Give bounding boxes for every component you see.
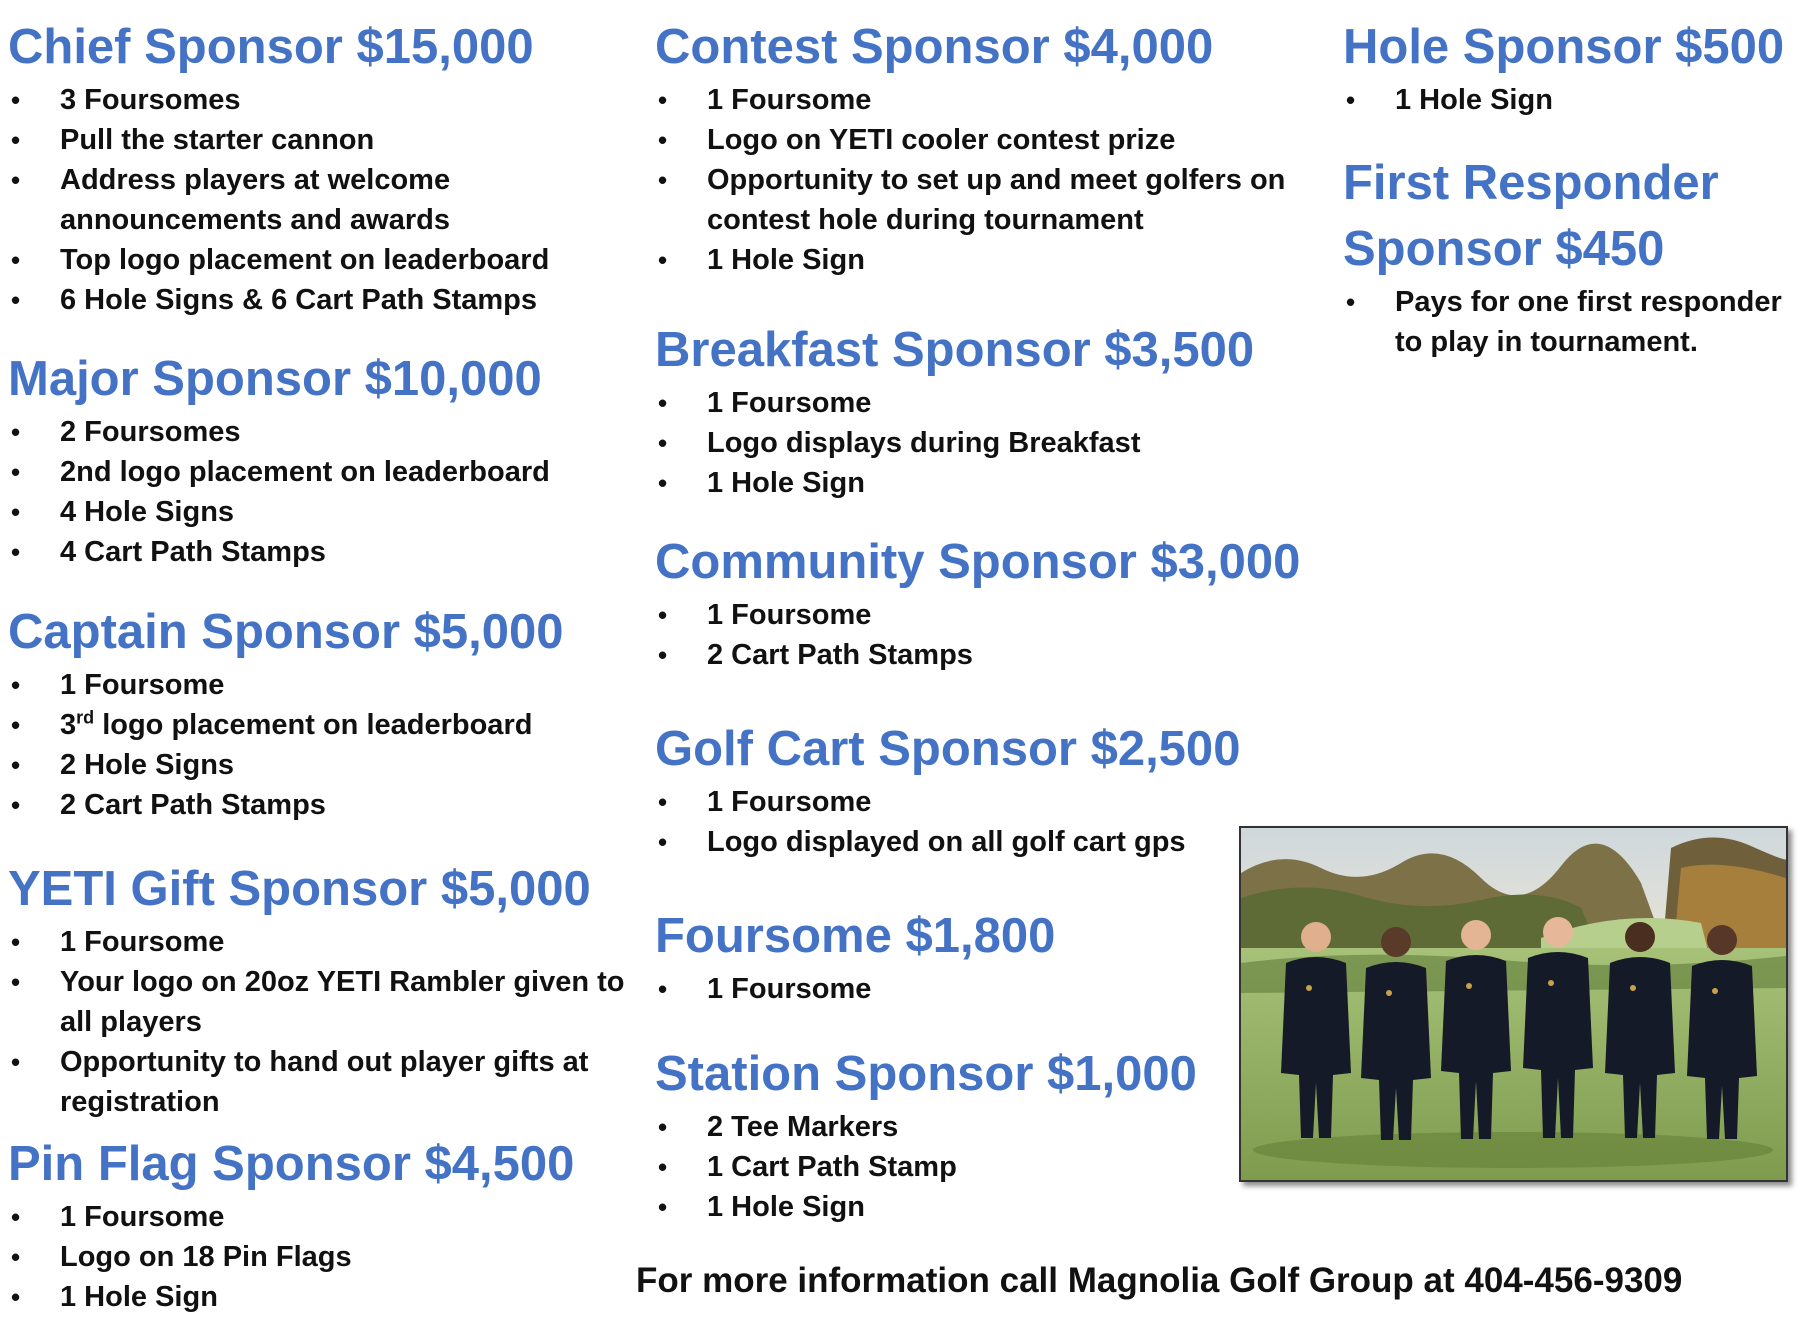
bullet-icon: •: [11, 537, 21, 567]
contest-sponsor-list: [655, 80, 1335, 280]
chief-sponsor-heading: Chief Sponsor $15,000: [8, 20, 534, 74]
breakfast-sponsor-heading: Breakfast Sponsor $3,500: [655, 323, 1255, 377]
bullet-icon: •: [11, 457, 21, 487]
major-sponsor-heading: Major Sponsor $10,000: [8, 352, 542, 406]
yeti-gift-sponsor-list: [8, 922, 638, 1122]
golf-cart-sponsor-section: [655, 716, 1335, 862]
bullet-icon: •: [658, 125, 668, 155]
pin-flag-sponsor-section: [8, 1131, 638, 1317]
captain-sponsor-heading: Captain Sponsor $5,000: [8, 605, 564, 659]
first-responder-sponsor-heading: [1343, 150, 1793, 282]
list-item: • Top logo placement on leaderboard: [8, 240, 638, 280]
bullet-icon: •: [11, 165, 21, 195]
hole-sponsor-section: [1343, 14, 1793, 120]
bullet-icon: •: [11, 790, 21, 820]
bullet-icon: •: [658, 428, 668, 458]
bullet-icon: •: [658, 827, 668, 857]
list-item: • 2 Hole Signs: [8, 745, 638, 785]
yeti-gift-sponsor-section: [8, 856, 638, 1122]
pin-flag-sponsor-heading: Pin Flag Sponsor $4,500: [8, 1137, 575, 1191]
captain-sponsor-list: [8, 665, 638, 825]
heading-line: Sponsor $450: [1343, 222, 1665, 276]
bullet-icon: •: [658, 974, 668, 1004]
contest-sponsor-heading: Contest Sponsor $4,000: [655, 20, 1214, 74]
chief-sponsor-list: [8, 80, 638, 320]
list-item: • 3 Foursomes: [8, 80, 638, 120]
bullet-icon: •: [658, 1112, 668, 1142]
list-item: • 1 Hole Sign: [1343, 80, 1793, 120]
list-item: • 2 Cart Path Stamps: [655, 635, 1335, 675]
list-item: • Opportunity to hand out player gifts at registration: [8, 1042, 638, 1122]
contest-sponsor-section: [655, 14, 1335, 280]
list-item: • Pays for one first responder to play in tournament.: [1343, 282, 1793, 362]
photo-illustration: [1241, 828, 1786, 1180]
golf-cart-sponsor-heading: Golf Cart Sponsor $2,500: [655, 722, 1241, 776]
bullet-icon: •: [11, 125, 21, 155]
list-item: • 1 Foursome: [8, 1197, 638, 1237]
list-item: • 2 Foursomes: [8, 412, 638, 452]
station-sponsor-heading: Station Sponsor $1,000: [655, 1047, 1197, 1101]
foursome-list: [655, 969, 1335, 1009]
list-item: • 4 Cart Path Stamps: [8, 532, 638, 572]
list-item: • Pull the starter cannon: [8, 120, 638, 160]
bullet-icon: •: [11, 1242, 21, 1272]
bullet-icon: •: [1346, 85, 1356, 115]
bullet-icon: •: [11, 967, 21, 997]
bullet-icon: •: [658, 787, 668, 817]
breakfast-sponsor-list: [655, 383, 1335, 503]
list-item: • 2 Cart Path Stamps: [8, 785, 638, 825]
yeti-gift-sponsor-heading: YETI Gift Sponsor $5,000: [8, 862, 591, 916]
list-item: • 1 Hole Sign: [655, 240, 1335, 280]
bullet-icon: •: [658, 85, 668, 115]
pin-flag-sponsor-list: [8, 1197, 638, 1317]
bullet-icon: •: [658, 165, 668, 195]
list-item: • 2 Tee Markers: [655, 1107, 1335, 1147]
bullet-icon: •: [11, 927, 21, 957]
bullet-icon: •: [658, 245, 668, 275]
list-item: • 1 Cart Path Stamp: [655, 1147, 1335, 1187]
station-sponsor-list: [655, 1107, 1335, 1227]
list-item: • 1 Hole Sign: [655, 463, 1335, 503]
list-item: • 4 Hole Signs: [8, 492, 638, 532]
station-sponsor-section: [655, 1041, 1335, 1227]
list-item: • 2nd logo placement on leaderboard: [8, 452, 638, 492]
first-responder-sponsor-section: [1343, 150, 1793, 362]
bullet-icon: •: [11, 85, 21, 115]
major-sponsor-section: [8, 346, 638, 572]
community-sponsor-list: [655, 595, 1335, 675]
list-item: • 1 Hole Sign: [8, 1277, 638, 1317]
list-item: • 3rd logo placement on leaderboard: [8, 705, 638, 745]
list-item: • 1 Foursome: [655, 80, 1335, 120]
bullet-icon: •: [11, 497, 21, 527]
list-item: • Logo displays during Breakfast: [655, 423, 1335, 463]
foursome-heading: Foursome $1,800: [655, 909, 1056, 963]
ordinal-superscript: rd: [76, 707, 95, 728]
contact-info: For more information call Magnolia Golf Group at 404-456-9309: [636, 1261, 1683, 1300]
bullet-icon: •: [658, 1152, 668, 1182]
bullet-icon: •: [11, 1202, 21, 1232]
bullet-icon: •: [658, 640, 668, 670]
community-sponsor-section: [655, 529, 1335, 675]
bullet-icon: •: [11, 417, 21, 447]
foursome-section: [655, 903, 1335, 1009]
major-sponsor-list: [8, 412, 638, 572]
list-item: • Address players at welcome announcements and awards: [8, 160, 638, 240]
bullet-icon: •: [658, 388, 668, 418]
bullet-icon: •: [11, 285, 21, 315]
bullet-icon: •: [1346, 287, 1356, 317]
officers-group-photo: [1239, 826, 1788, 1182]
list-item: • Logo on 18 Pin Flags: [8, 1237, 638, 1277]
first-responder-sponsor-list: [1343, 282, 1793, 362]
bullet-icon: •: [11, 750, 21, 780]
breakfast-sponsor-section: [655, 317, 1335, 503]
bullet-icon: •: [11, 670, 21, 700]
chief-sponsor-section: [8, 14, 638, 320]
list-item: • 1 Foursome: [8, 922, 638, 962]
hole-sponsor-list: [1343, 80, 1793, 120]
list-item: • 1 Foursome: [655, 969, 1335, 1009]
bullet-icon: •: [11, 1282, 21, 1312]
list-item: • Logo on YETI cooler contest prize: [655, 120, 1335, 160]
list-item: • Opportunity to set up and meet golfers on contest hole during tournament: [655, 160, 1335, 240]
list-item: • 1 Foursome: [655, 383, 1335, 423]
bullet-icon: •: [658, 1192, 668, 1222]
bullet-icon: •: [658, 468, 668, 498]
list-item: • 6 Hole Signs & 6 Cart Path Stamps: [8, 280, 638, 320]
captain-sponsor-section: [8, 599, 638, 825]
list-item: • 1 Foursome: [655, 782, 1335, 822]
bullet-icon: •: [658, 600, 668, 630]
list-item: • 1 Foursome: [655, 595, 1335, 635]
bullet-icon: •: [11, 710, 21, 740]
list-item: • 1 Foursome: [8, 665, 638, 705]
list-item: • 1 Hole Sign: [655, 1187, 1335, 1227]
golf-cart-sponsor-list: [655, 782, 1335, 862]
list-item: • Logo displayed on all golf cart gps: [655, 822, 1335, 862]
heading-line: First Responder: [1343, 156, 1719, 210]
bullet-icon: •: [11, 245, 21, 275]
community-sponsor-heading: Community Sponsor $3,000: [655, 535, 1301, 589]
hole-sponsor-heading: Hole Sponsor $500: [1343, 20, 1785, 74]
list-item: • Your logo on 20oz YETI Rambler given to all players: [8, 962, 638, 1042]
bullet-icon: •: [11, 1047, 21, 1077]
